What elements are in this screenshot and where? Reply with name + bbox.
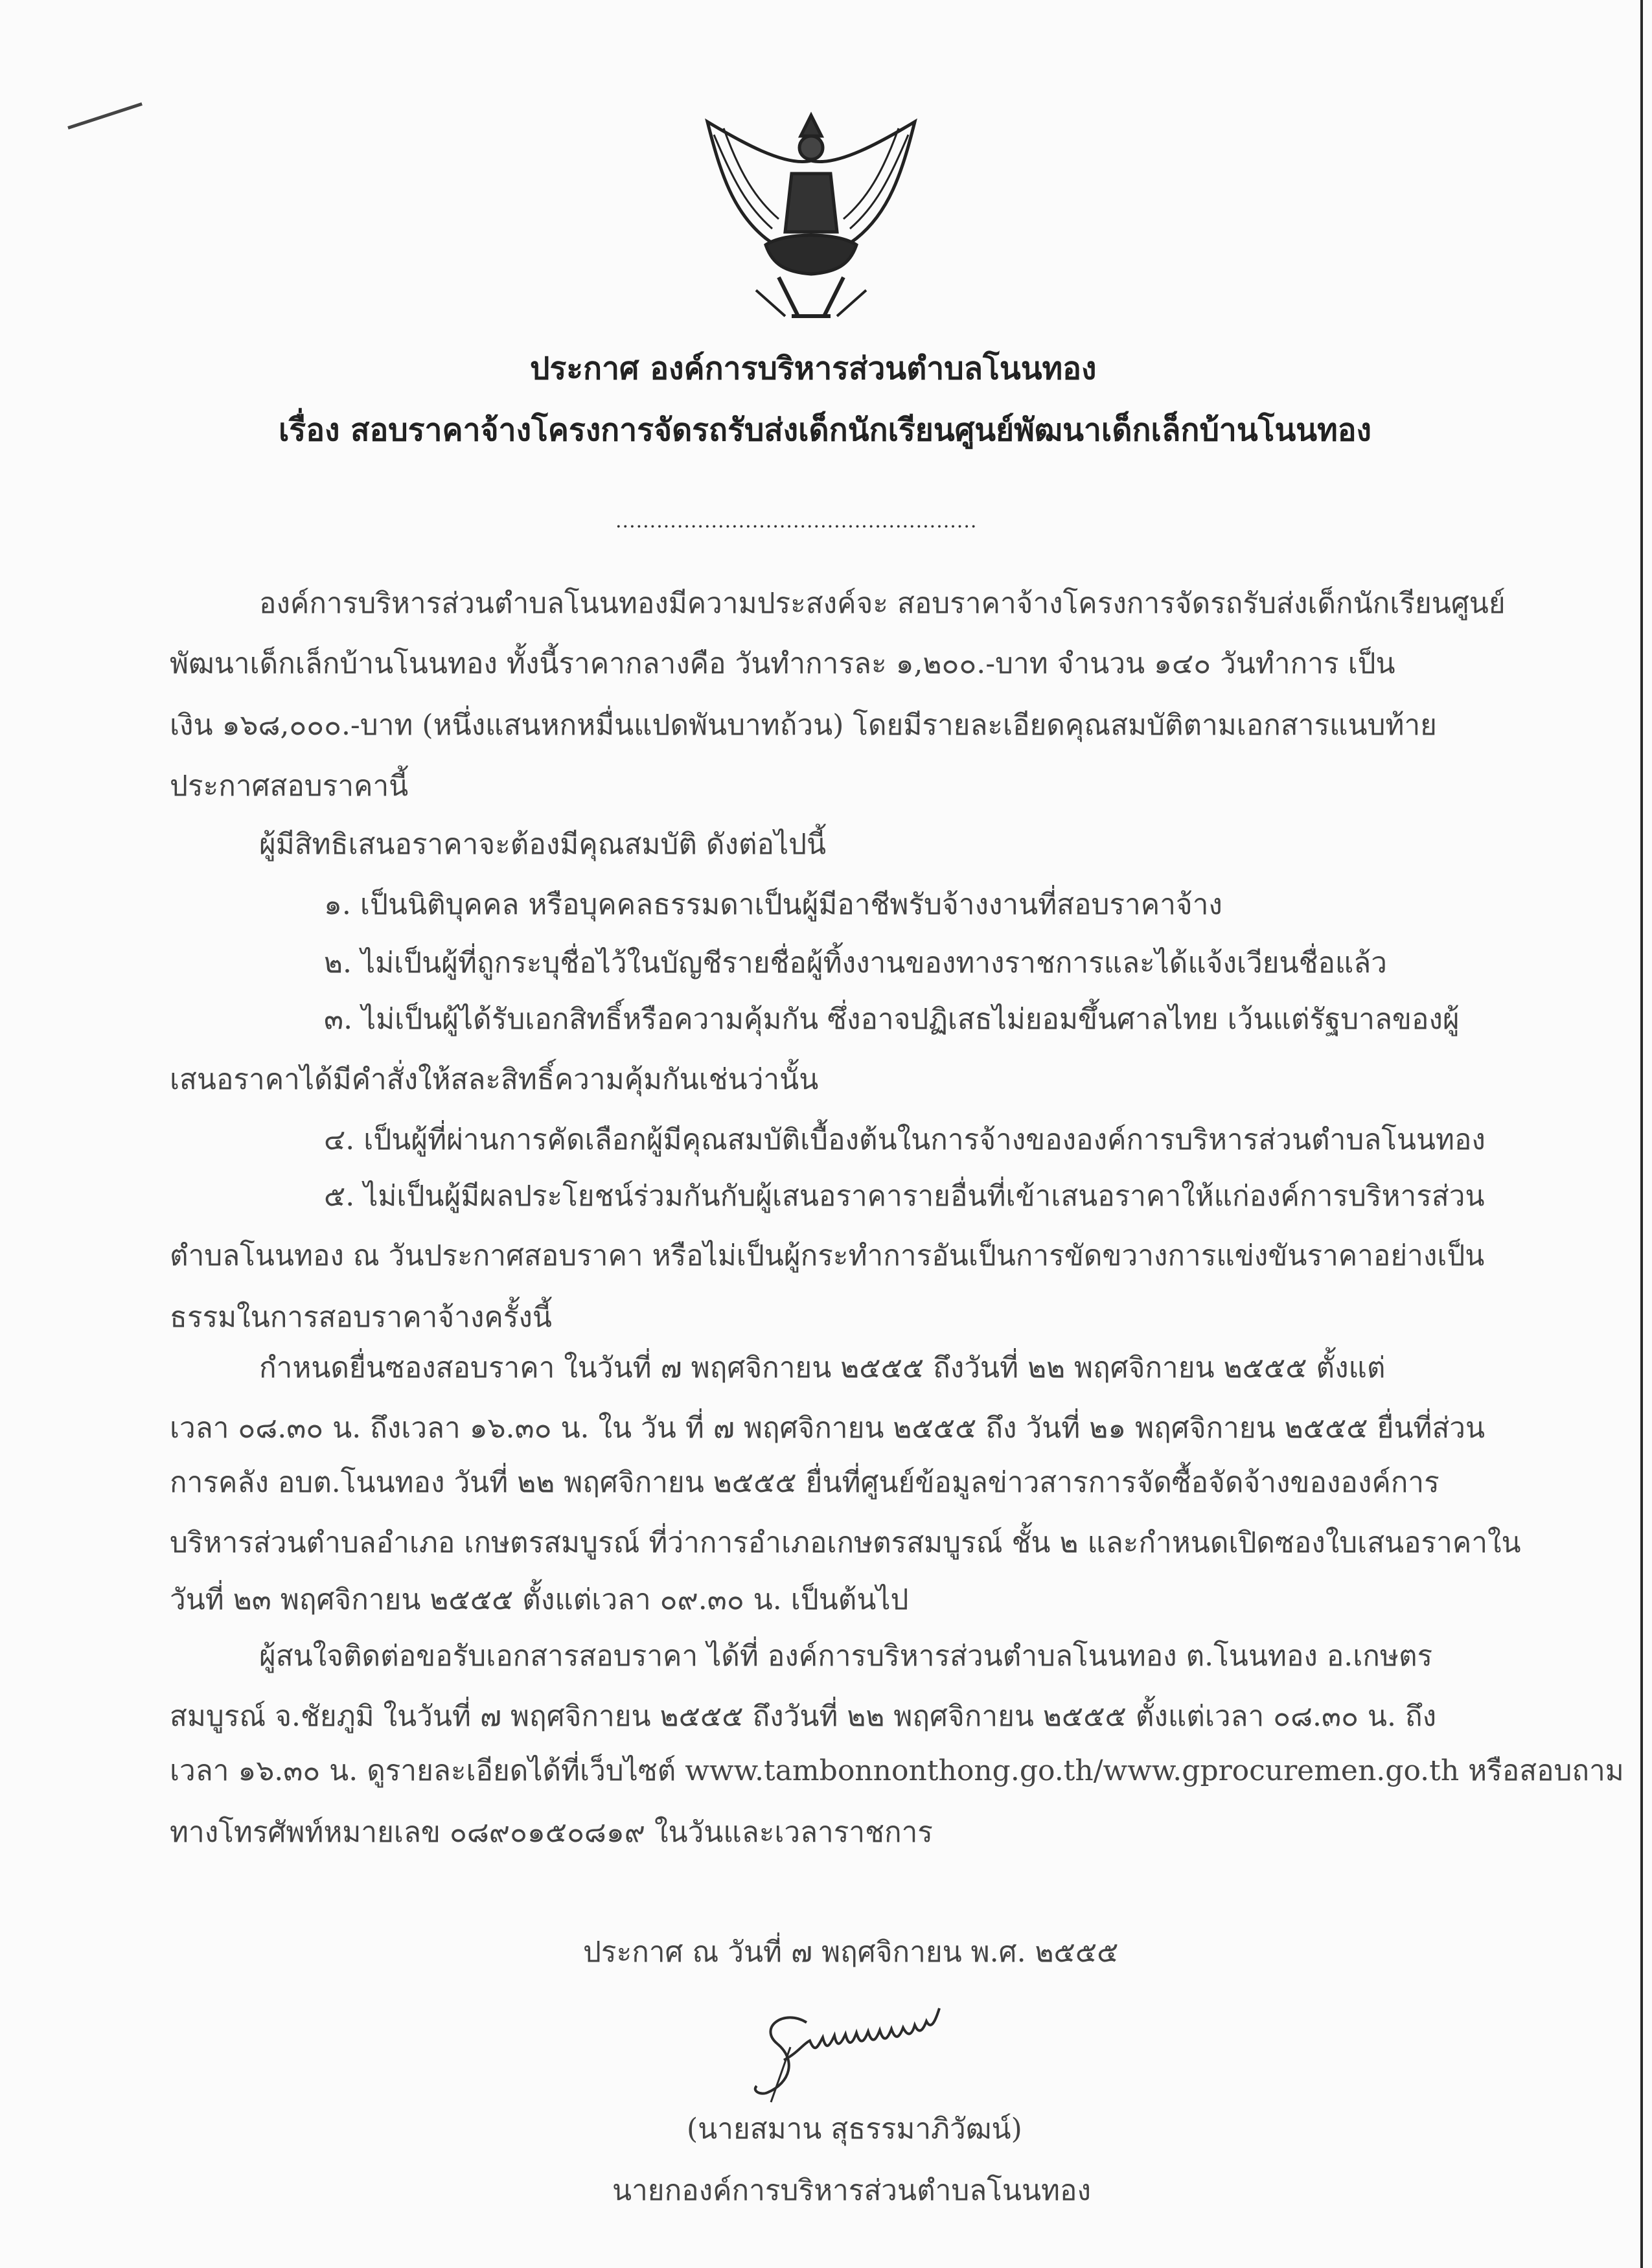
qualification-item-5-cont: ตำบลโนนทอง ณ วันประกาศสอบราคา หรือไม่เป็นผู้กระทำการอันเป็นการขัดขวางการแข่งขันราคาอย่างเป็น (170, 1239, 1485, 1272)
intro-line-2: พัฒนาเด็กเล็กบ้านโนนทอง ทั้งนี้ราคากลางคือ วันทำการละ ๑,๒๐๐.-บาท จำนวน ๑๔๐ วันทำการ เป็น (170, 647, 1395, 680)
qualification-item-5: ๕. ไม่เป็นผู้มีผลประโยชน์ร่วมกันกับผู้เสนอราคารายอื่นที่เข้าเสนอราคาให้แก่องค์การบริหารส่วน (324, 1180, 1485, 1213)
schedule-line-1: กำหนดยื่นซองสอบราคา ในวันที่ ๗ พฤศจิกายน ๒๕๕๕ ถึงวันที่ ๒๒ พฤศจิกายน ๒๕๕๕ ตั้งแต่ (259, 1351, 1386, 1384)
qualification-item-1: ๑. เป็นนิติบุคคล หรือบุคคลธรรมดาเป็นผู้มีอาชีพรับจ้างงานที่สอบราคาจ้าง (324, 888, 1222, 921)
schedule-line-3: การคลัง อบต.โนนทอง วันที่ ๒๒ พฤศจิกายน ๒๕๕๕ ยื่นที่ศูนย์ข้อมูลข่าวสารการจัดซื้อจัดจ้างขององค์การ (170, 1466, 1440, 1499)
contact-line-2: สมบูรณ์ จ.ชัยภูมิ ในวันที่ ๗ พฤศจิกายน ๒๕๕๕ ถึงวันที่ ๒๒ พฤศจิกายน ๒๕๕๕ ตั้งแต่เวลา ๐๘.๓๐ น. ถึง (170, 1700, 1437, 1733)
announcement-date: ประกาศ ณ วันที่ ๗ พฤศจิกายน พ.ศ. ๒๕๕๕ (583, 1936, 1119, 1969)
contact-line-1: ผู้สนใจติดต่อขอรับเอกสารสอบราคา ได้ที่ องค์การบริหารส่วนตำบลโนนทอง ต.โนนทอง อ.เกษตร (259, 1640, 1433, 1673)
qualification-item-3: ๓. ไม่เป็นผู้ได้รับเอกสิทธิ์หรือความคุ้มกัน ซึ่งอาจปฏิเสธไม่ยอมขึ้นศาลไทย เว้นแต่รัฐบาลของผู้ (324, 1003, 1460, 1036)
intro-line-1: องค์การบริหารส่วนตำบลโนนทองมีความประสงค์จะ สอบราคาจ้างโครงการจัดรถรับส่งเด็กนักเรียนศูนย์ (259, 587, 1506, 620)
signer-title: นายกองค์การบริหารส่วนตำบลโนนทอง (612, 2174, 1091, 2207)
separator-dots: ..................................................... (615, 510, 978, 533)
announcement-title: ประกาศ องค์การบริหารส่วนตำบลโนนทอง (530, 350, 1097, 387)
qualification-item-5-end: ธรรมในการสอบราคาจ้างครั้งนี้ (170, 1301, 552, 1334)
qualifications-heading: ผู้มีสิทธิเสนอราคาจะต้องมีคุณสมบัติ ดังต่อไปนี้ (259, 828, 827, 861)
scan-edge-line (1640, 0, 1643, 2268)
announcement-subject: เรื่อง สอบราคาจ้างโครงการจัดรถรับส่งเด็กนักเรียนศูนย์พัฒนาเด็กเล็กบ้านโนนทอง (279, 412, 1371, 448)
contact-line-4: ทางโทรศัพท์หมายเลข ๐๘๙๐๑๕๐๘๑๙ ในวันและเวลาราชการ (170, 1816, 933, 1849)
schedule-line-5: วันที่ ๒๓ พฤศจิกายน ๒๕๕๕ ตั้งแต่เวลา ๐๙.๓๐ น. เป็นต้นไป (170, 1583, 909, 1616)
handwritten-signature (745, 1982, 978, 2105)
intro-line-3: เงิน ๑๖๘,๐๐๐.-บาท (หนึ่งแสนหกหมื่นแปดพันบาทถ้วน) โดยมีรายละเอียดคุณสมบัติตามเอกสารแนบท้าย (170, 709, 1437, 742)
garuda-emblem-icon (694, 102, 928, 332)
qualification-item-3-cont: เสนอราคาได้มีคำสั่งให้สละสิทธิ์ความคุ้มกันเช่นว่านั้น (170, 1063, 819, 1096)
schedule-line-4: บริหารส่วนตำบลอำเภอ เกษตรสมบูรณ์ ที่ว่าการอำเภอเกษตรสมบูรณ์ ชั้น ๒ และกำหนดเปิดซองใบเสนอราคาใน (170, 1526, 1521, 1559)
qualification-item-2: ๒. ไม่เป็นผู้ที่ถูกระบุชื่อไว้ในบัญชีรายชื่อผู้ทิ้งงานของทางราชการและได้แจ้งเวียนชื่อแล้ว (324, 946, 1387, 979)
signer-name: (นายสมาน สุธรรมาภิวัฒน์) (687, 2113, 1022, 2146)
schedule-line-2: เวลา ๐๘.๓๐ น. ถึงเวลา ๑๖.๓๐ น. ใน วัน ที่ ๗ พฤศจิกายน ๒๕๕๕ ถึง วันที่ ๒๑ พฤศจิกายน ๒๕๕๕ ยื่นที่ส่วน (170, 1412, 1486, 1445)
intro-line-4: ประกาศสอบราคานี้ (170, 770, 409, 803)
pen-mark (67, 102, 143, 130)
qualification-item-4: ๔. เป็นผู้ที่ผ่านการคัดเลือกผู้มีคุณสมบัติเบื้องต้นในการจ้างขององค์การบริหารส่วนตำบลโนนทอง (324, 1123, 1486, 1156)
contact-line-3: เวลา ๑๖.๓๐ น. ดูรายละเอียดได้ที่เว็บไซต์ www.tambonnonthong.go.th/www.gprocuremen.go.th หรือสอบถาม (170, 1754, 1624, 1787)
